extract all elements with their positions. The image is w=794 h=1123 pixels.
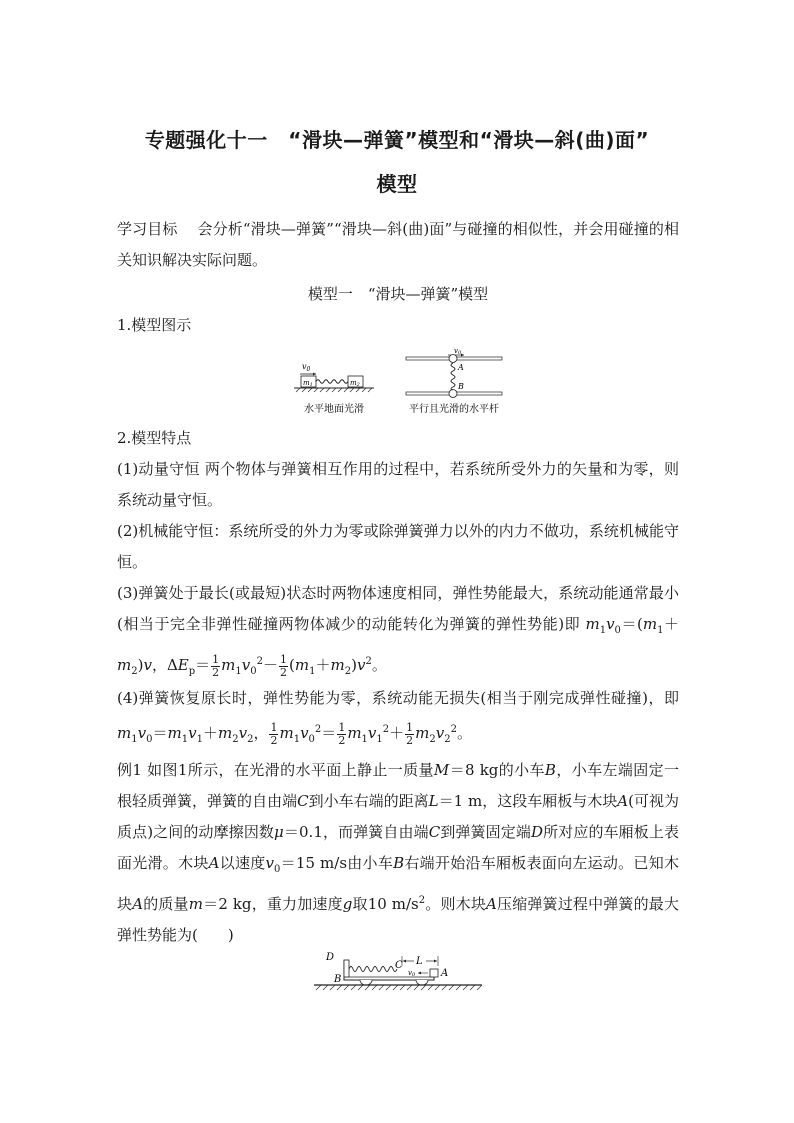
svg-text:v0: v0 xyxy=(454,347,462,356)
subheading-model-features: 2.模型特点 xyxy=(117,429,192,447)
parallel-rods-diagram xyxy=(406,347,502,415)
block-a xyxy=(430,969,438,977)
feature-max-potential: (3)弹簧处于最长(或最短)状态时两物体速度相同，弹性势能最大，系统动能通常最小(相当于完全非弹性碰撞两物体减少的动能转化为弹簧的弹性势能)即 $m_1v_0=(m_1+m_2)v$，$\Delta E_p=$ $\frac{1}{2}$ $m_1v_0^2-$ $\frac{1}{2}$ $(m_1+m_2)v^2$。 xyxy=(117,584,679,679)
goal-text: 会分析“滑块—弹簧”“滑块—斜(曲)面”与碰撞的相似性，并会用碰撞的相关知识解决实际问题。 xyxy=(117,220,679,269)
fraction-half: $\frac{1}{2}$ xyxy=(270,720,278,747)
wheel-right xyxy=(416,980,428,985)
model-figure xyxy=(290,346,510,418)
label-a: A xyxy=(441,968,449,979)
fraction-half: $\frac{1}{2}$ xyxy=(406,720,414,747)
svg-text:m2: m2 xyxy=(350,379,360,388)
wheel-left xyxy=(360,980,372,985)
fraction-half: $\frac{1}{2}$ xyxy=(280,652,288,679)
spring-left xyxy=(316,380,348,384)
spring xyxy=(349,967,397,972)
goal-label: 学习目标 xyxy=(117,220,178,238)
label-c: C xyxy=(395,960,403,971)
example-label: 例1 xyxy=(117,761,142,779)
svg-text:v0: v0 xyxy=(408,969,416,978)
fraction-half: $\frac{1}{2}$ xyxy=(212,652,220,679)
spring-right xyxy=(451,363,455,390)
slider-spring-ground-diagram xyxy=(294,362,374,415)
svg-text:m1: m1 xyxy=(303,379,313,388)
ball-b xyxy=(449,390,457,398)
label-d: D xyxy=(326,952,335,963)
label-b: B xyxy=(458,382,464,391)
learning-goal xyxy=(117,214,679,276)
left-caption: 水平地面光滑 xyxy=(304,404,364,415)
feature-momentum: (1)动量守恒 两个物体与弹簧相互作用的过程中，若系统所受外力的矢量和为零，则系统动量守恒。 xyxy=(117,460,679,509)
v0-label-left: $v_0$ xyxy=(302,362,311,373)
subheading-model-figure: 1.模型图示 xyxy=(117,316,192,334)
page-title xyxy=(117,118,677,206)
label-l: L xyxy=(416,956,423,967)
right-caption: 平行且光滑的水平杆 xyxy=(409,404,499,415)
fraction-half: $\frac{1}{2}$ xyxy=(338,720,346,747)
feature-elastic: (4)弹簧恢复原长时，弹性势能为零，系统动能无损失(相当于刚完成弹性碰撞)，即$m_1v_0=m_1v_1+m_2v_2$， $\frac{1}{2}$ $m_1v_0^2=$ $\frac{1}{2}$ $m_1v_1^2+$ $\frac{1}{2}$ $m_2v_2^2$。 xyxy=(117,689,679,747)
example-figure xyxy=(310,948,485,996)
ball-a xyxy=(449,355,457,363)
example-1: 例1 如图1所示，在光滑的水平面上静止一质量M＝8 kg的小车B，小车左端固定一根轻质弹簧，弹簧的自由端C到小车右端的距离L＝1 m，这段车厢板与木块A(可视为质点)之间的动摩擦因数μ＝0.1，而弹簧自由端C到弹簧固定端D所对应的车厢板上表面光滑。木块A以速度$v_0=15$ m/s由小车B右端开始沿车厢板表面向左运动。已知木块A的质量m＝2 kg，重力加速度g取10 $m/s^2$。则木块A压缩弹簧过程中弹簧的最大弹性势能为( ) xyxy=(117,761,679,944)
title-line-1: 专题强化十一 “滑块—弹簧”模型和“滑块—斜(曲)面” xyxy=(144,128,650,152)
feature-energy: (2)机械能守恒：系统所受的外力为零或除弹簧弹力以外的内力不做功，系统机械能守恒。 xyxy=(117,522,679,571)
cart-wall xyxy=(344,960,349,977)
label-a: A xyxy=(458,363,464,372)
section-heading: 模型一 “滑块—弹簧”模型 xyxy=(307,285,489,303)
label-b: B xyxy=(334,974,342,985)
title-line-2: 模型 xyxy=(376,172,418,196)
